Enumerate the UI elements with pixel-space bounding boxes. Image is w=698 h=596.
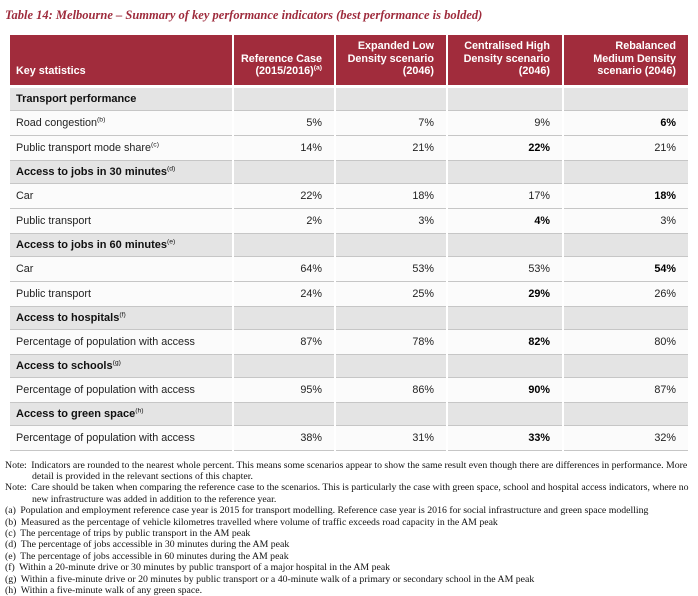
footnote-marker: (d) xyxy=(167,164,176,172)
row-label-text: Public transport xyxy=(16,214,92,227)
table-body xyxy=(10,88,688,451)
row-label xyxy=(10,136,232,161)
section-filler-cell xyxy=(234,307,334,330)
section-filler-cell xyxy=(234,88,334,111)
header-row xyxy=(10,35,688,88)
section-filler-cell xyxy=(336,355,446,378)
data-row xyxy=(10,426,688,451)
footnote-marker: (g) xyxy=(112,358,121,366)
row-label-text: Car xyxy=(16,262,34,275)
header-line xyxy=(570,40,676,53)
header-text: Key statistics xyxy=(16,65,86,77)
value-cell: 53% xyxy=(336,257,446,282)
header-text: (2046) xyxy=(402,65,434,77)
header-text: (2046) xyxy=(518,65,550,77)
value-cell: 21% xyxy=(336,136,446,161)
section-filler-cell xyxy=(564,355,688,378)
footnote-marker: (a) xyxy=(313,64,322,72)
section-filler-cell xyxy=(336,88,446,111)
value-cell: 38% xyxy=(234,426,334,451)
value-cell: 29% xyxy=(448,282,562,307)
value-cell: 90% xyxy=(448,378,562,403)
value-cell: 2% xyxy=(234,209,334,234)
row-label xyxy=(10,378,232,403)
row-label xyxy=(10,426,232,451)
section-filler-cell xyxy=(448,307,562,330)
row-label-text: Public transport mode share xyxy=(16,141,152,154)
value-cell: 17% xyxy=(448,184,562,209)
row-label-text: Public transport xyxy=(16,287,92,300)
column-header-reference-case xyxy=(234,35,334,88)
section-text: Access to green space xyxy=(16,407,136,420)
row-label xyxy=(10,282,232,307)
value-cell: 22% xyxy=(234,184,334,209)
header-text: Density scenario xyxy=(463,52,550,65)
column-header-expanded-low-density xyxy=(336,35,446,88)
section-filler-cell xyxy=(234,161,334,184)
header-text: Medium Density xyxy=(593,52,676,65)
section-text: Access to hospitals xyxy=(16,311,120,324)
note-label: Note: xyxy=(5,459,27,471)
note-text: Within a five-minute drive or 20 minutes by public transport or a 40-minute walk of a primary or secondary school in the AM peak xyxy=(20,573,535,585)
footnote-line xyxy=(5,528,690,539)
row-label xyxy=(10,257,232,282)
value-cell: 6% xyxy=(564,111,688,136)
row-label-text: Road congestion xyxy=(16,116,98,129)
section-filler-cell xyxy=(336,403,446,426)
section-label xyxy=(10,161,232,184)
header-line xyxy=(342,65,434,78)
section-filler-cell xyxy=(234,403,334,426)
footnote-line xyxy=(5,539,690,550)
section-filler-cell xyxy=(448,403,562,426)
section-row xyxy=(10,355,688,378)
header-text: scenario (2046) xyxy=(597,65,676,77)
section-filler-cell xyxy=(448,355,562,378)
note-text: Care should be taken when comparing the reference case to the scenarios. This is particularly the case with green space, school and hospital access indicators, where no new infrastructure was added in addition to the reference year. xyxy=(31,482,689,505)
header-line xyxy=(342,53,434,66)
value-cell: 82% xyxy=(448,330,562,355)
value-cell: 25% xyxy=(336,282,446,307)
value-cell: 95% xyxy=(234,378,334,403)
data-row xyxy=(10,378,688,403)
section-row xyxy=(10,88,688,111)
value-cell: 80% xyxy=(564,330,688,355)
section-filler-cell xyxy=(448,234,562,257)
value-cell: 14% xyxy=(234,136,334,161)
row-label-text: Percentage of population with access xyxy=(16,431,195,444)
value-cell: 53% xyxy=(448,257,562,282)
value-cell: 64% xyxy=(234,257,334,282)
row-label xyxy=(10,209,232,234)
column-header-rebalanced-medium-density xyxy=(564,35,688,88)
value-cell: 24% xyxy=(234,282,334,307)
section-label xyxy=(10,307,232,330)
row-label xyxy=(10,111,232,136)
value-cell: 3% xyxy=(564,209,688,234)
value-cell: 4% xyxy=(448,209,562,234)
note-label: (h) xyxy=(5,584,17,596)
value-cell: 21% xyxy=(564,136,688,161)
section-label xyxy=(10,88,232,111)
header-line xyxy=(454,53,550,66)
section-text: Access to jobs in 30 minutes xyxy=(16,165,167,178)
value-cell: 18% xyxy=(564,184,688,209)
data-row xyxy=(10,257,688,282)
value-cell: 5% xyxy=(234,111,334,136)
section-label xyxy=(10,355,232,378)
value-cell: 18% xyxy=(336,184,446,209)
footnote-line xyxy=(5,505,690,516)
footnote-marker: (c) xyxy=(151,140,159,148)
note-text: Measured as the percentage of vehicle kilometres travelled where volume of traffic exceeds road capacity in the AM peak xyxy=(20,516,498,528)
value-cell: 31% xyxy=(336,426,446,451)
value-cell: 87% xyxy=(234,330,334,355)
note-label: Note: xyxy=(5,482,27,494)
table-header xyxy=(10,35,688,88)
section-row xyxy=(10,234,688,257)
section-row xyxy=(10,403,688,426)
section-filler-cell xyxy=(564,234,688,257)
footnote-line xyxy=(5,551,690,562)
row-label-text: Car xyxy=(16,189,34,202)
data-row xyxy=(10,330,688,355)
value-cell: 86% xyxy=(336,378,446,403)
column-header-centralised-high-density xyxy=(448,35,562,88)
note-line xyxy=(5,460,690,483)
data-row xyxy=(10,282,688,307)
footnote-marker: (f) xyxy=(119,310,126,318)
header-text: Density scenario xyxy=(347,52,434,65)
row-label-text: Percentage of population with access xyxy=(16,383,195,396)
data-row xyxy=(10,111,688,136)
header-text: Rebalanced xyxy=(615,40,676,52)
note-label: (c) xyxy=(5,527,16,539)
header-text: Expanded Low xyxy=(357,40,434,52)
value-cell: 33% xyxy=(448,426,562,451)
section-text: Access to schools xyxy=(16,359,113,372)
note-label: (e) xyxy=(5,550,16,562)
section-filler-cell xyxy=(234,234,334,257)
note-label: (f) xyxy=(5,562,15,574)
header-line xyxy=(342,40,434,53)
header-line xyxy=(570,65,676,78)
note-label: (g) xyxy=(5,573,17,585)
footnote-line xyxy=(5,585,690,596)
section-filler-cell xyxy=(564,88,688,111)
data-row xyxy=(10,209,688,234)
note-text: The percentage of jobs accessible in 60 minutes during the AM peak xyxy=(20,550,289,562)
section-text: Access to jobs in 60 minutes xyxy=(16,238,167,251)
section-label xyxy=(10,403,232,426)
header-line xyxy=(570,53,676,66)
section-text: Transport performance xyxy=(16,92,137,105)
section-label xyxy=(10,234,232,257)
footnote-line xyxy=(5,574,690,585)
section-filler-cell xyxy=(336,161,446,184)
header-line xyxy=(240,65,322,78)
data-row xyxy=(10,136,688,161)
header-line xyxy=(454,65,550,78)
value-cell: 3% xyxy=(336,209,446,234)
section-filler-cell xyxy=(564,161,688,184)
footnote-line xyxy=(5,517,690,528)
footnote-marker: (b) xyxy=(97,115,106,123)
value-cell: 87% xyxy=(564,378,688,403)
section-filler-cell xyxy=(448,88,562,111)
footnote-marker: (e) xyxy=(167,237,176,245)
section-filler-cell xyxy=(336,307,446,330)
row-label xyxy=(10,184,232,209)
value-cell: 22% xyxy=(448,136,562,161)
row-label-text: Percentage of population with access xyxy=(16,335,195,348)
note-text: The percentage of trips by public transport in the AM peak xyxy=(20,527,251,539)
note-text: The percentage of jobs accessible in 30 minutes during the AM peak xyxy=(20,539,290,551)
header-text: Centralised High xyxy=(464,40,550,52)
note-label: (b) xyxy=(5,516,17,528)
header-line xyxy=(16,65,220,78)
note-line xyxy=(5,482,690,505)
footnote-line xyxy=(5,562,690,573)
row-label xyxy=(10,330,232,355)
note-text: Indicators are rounded to the nearest whole percent. This means some scenarios appear to show the same result even though there are differences in performance. More detail is provided in the relevant sections of this chapter. xyxy=(31,459,688,482)
section-filler-cell xyxy=(564,307,688,330)
note-text: Within a 20-minute drive or 30 minutes by public transport of a major hospital in the AM peak xyxy=(19,562,391,574)
value-cell: 32% xyxy=(564,426,688,451)
value-cell: 54% xyxy=(564,257,688,282)
data-row xyxy=(10,184,688,209)
section-row xyxy=(10,307,688,330)
header-line xyxy=(240,53,322,66)
footnotes xyxy=(5,460,690,596)
value-cell: 7% xyxy=(336,111,446,136)
note-label: (d) xyxy=(5,539,17,551)
note-text: Within a five-minute walk of any green space. xyxy=(20,584,203,596)
section-row xyxy=(10,161,688,184)
header-text: Reference Case xyxy=(240,52,322,65)
note-label: (a) xyxy=(5,505,16,517)
header-line xyxy=(454,40,550,53)
value-cell: 9% xyxy=(448,111,562,136)
kpi-table xyxy=(8,35,690,451)
header-text: (2015/2016) xyxy=(255,65,314,77)
column-header-key-statistics xyxy=(10,35,232,88)
footnote-marker: (h) xyxy=(135,406,144,414)
section-filler-cell xyxy=(336,234,446,257)
section-filler-cell xyxy=(234,355,334,378)
section-filler-cell xyxy=(448,161,562,184)
value-cell: 78% xyxy=(336,330,446,355)
table-caption: Table 14: Melbourne – Summary of key performance indicators (best performance is bolded) xyxy=(5,8,483,22)
note-text: Population and employment reference case year is 2015 for transport modelling. Reference case year is 2016 for social infrastructure and green space modelling xyxy=(20,505,649,517)
section-filler-cell xyxy=(564,403,688,426)
value-cell: 26% xyxy=(564,282,688,307)
